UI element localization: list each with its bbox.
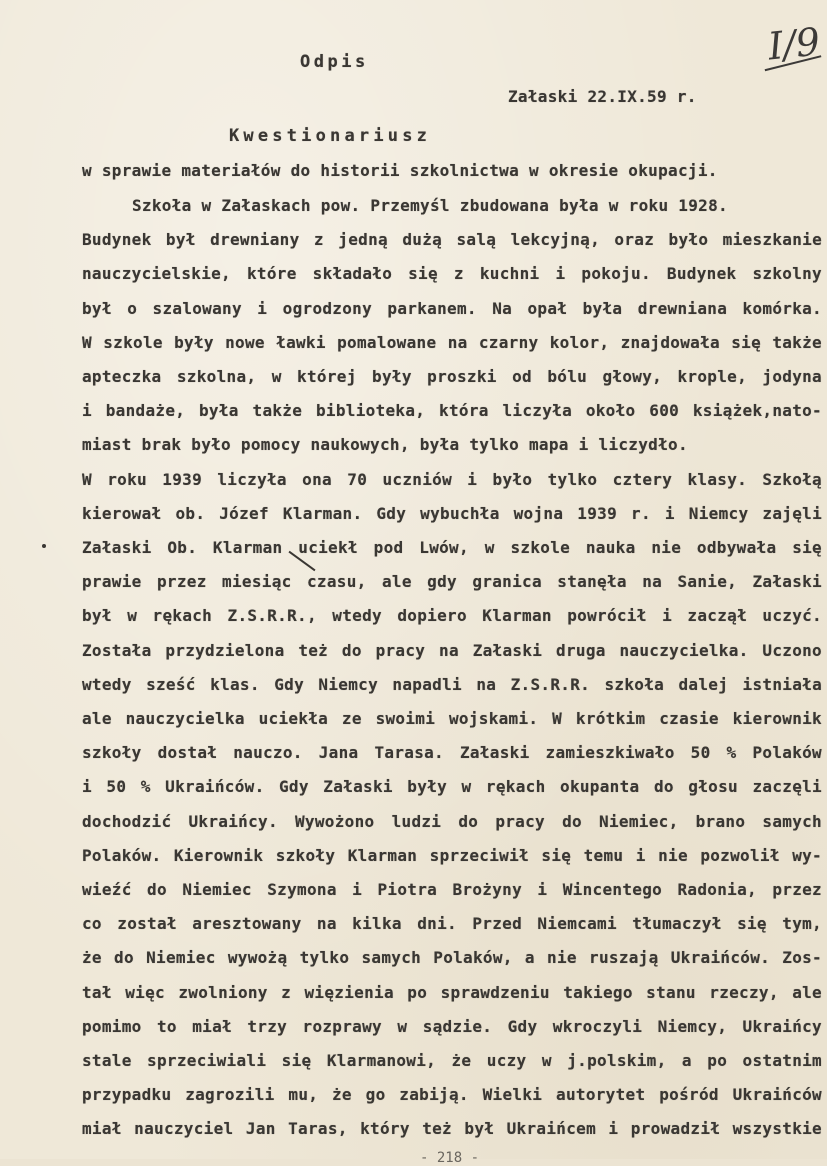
text-line: był o szalowany i ogrodzony parkanem. Na opał była drewniana komórka. <box>82 298 822 318</box>
text-line: przypadku zagrozili mu, że go zabiją. Wielki autorytet pośród Ukraińców <box>82 1085 822 1105</box>
text-line: dochodzić Ukraińcy. Wywożono ludzi do pracy do Niemiec, brano samych <box>82 811 822 831</box>
text-line: W roku 1939 liczyła ona 70 uczniów i było tylko cztery klasy. Szkołą <box>82 469 822 489</box>
text-line: pomimo to miał trzy rozprawy w sądzie. Gdy wkroczyli Niemcy, Ukraińcy <box>82 1016 822 1036</box>
text-line: Załaski Ob. Klarman uciekł pod Lwów, w szkole nauka nie odbywała się <box>82 538 822 557</box>
questionnaire-title: Kwestionariusz <box>229 126 432 146</box>
text-line: i bandaże, była także biblioteka, która liczyła około 600 książek,nato- <box>82 401 822 421</box>
text-line: Polaków. Kierownik szkoły Klarman sprzeciwił się temu i nie pozwolił wy- <box>82 845 822 865</box>
text-line: kierował ob. Józef Klarman. Gdy wybuchła wojna 1939 r. i Niemcy zajęli <box>82 503 822 523</box>
text-line: stale sprzeciwiali się Klarmanowi, że uczy w j.polskim, a po ostatnim <box>82 1051 822 1070</box>
questionnaire-subtitle: w sprawie materiałów do historii szkolnictwa w okresie okupacji. <box>82 161 718 180</box>
text-line: prawie przez miesiąc czasu, ale gdy granica stanęła na Sanie, Załaski <box>82 572 822 592</box>
text-line: i 50 % Ukraińców. Gdy Załaski były w rękach okupanta do głosu zaczęli <box>82 777 822 797</box>
text-line: miał nauczyciel Jan Taras, który też był Ukraińcem i prowadził wszystkie <box>82 1119 822 1139</box>
ink-dot <box>42 544 46 548</box>
text-line: szkoły dostał nauczo. Jana Tarasa. Załaski zamieszkiwało 50 % Polaków <box>82 743 822 763</box>
text-line: ale nauczycielka uciekła ze swoimi wojskami. W krótkim czasie kierownik <box>82 709 822 728</box>
text-line: nauczycielskie, które składało się z kuchni i pokoju. Budynek szkolny <box>82 264 822 284</box>
text-line: Została przydzielona też do pracy na Załaski druga nauczycielka. Uczono <box>82 640 822 660</box>
page-number-mark: I/9 <box>766 19 822 68</box>
text-line: tał więc zwolniony z więzienia po sprawdzeniu takiego stanu rzeczy, ale <box>82 982 822 1002</box>
text-line: wieźć do Niemiec Szymona i Piotra Brożyny i Wincentego Radonia, przez <box>82 880 822 899</box>
text-line: że do Niemiec wywożą tylko samych Polaków, a nie ruszają Ukraińców. Zos- <box>82 948 822 968</box>
text-line: miast brak było pomocy naukowych, była tylko mapa i liczydło. <box>82 435 688 455</box>
document-date: Załaski 22.IX.59 r. <box>508 87 697 106</box>
text-line: wtedy sześć klas. Gdy Niemcy napadli na Z.S.R.R. szkoła dalej istniała <box>82 674 822 694</box>
text-line: Budynek był drewniany z jedną dużą salą lekcyjną, oraz było mieszkanie <box>82 230 822 250</box>
text-line: Szkoła w Załaskach pow. Przemyśl zbudowana była w roku 1928. <box>132 196 728 215</box>
document-title: Odpis <box>300 52 369 72</box>
text-line: W szkole były nowe ławki pomalowane na czarny kolor, znajdowała się także <box>82 332 822 352</box>
text-line: apteczka szkolna, w której były proszki od bólu głowy, krople, jodyna <box>82 367 822 386</box>
page-footer-cut: - 218 - <box>420 1150 480 1166</box>
text-line: był w rękach Z.S.R.R., wtedy dopiero Klarman powrócił i zaczął uczyć. <box>82 606 822 626</box>
text-line: co został aresztowany na kilka dni. Przed Niemcami tłumaczył się tym, <box>82 914 822 934</box>
